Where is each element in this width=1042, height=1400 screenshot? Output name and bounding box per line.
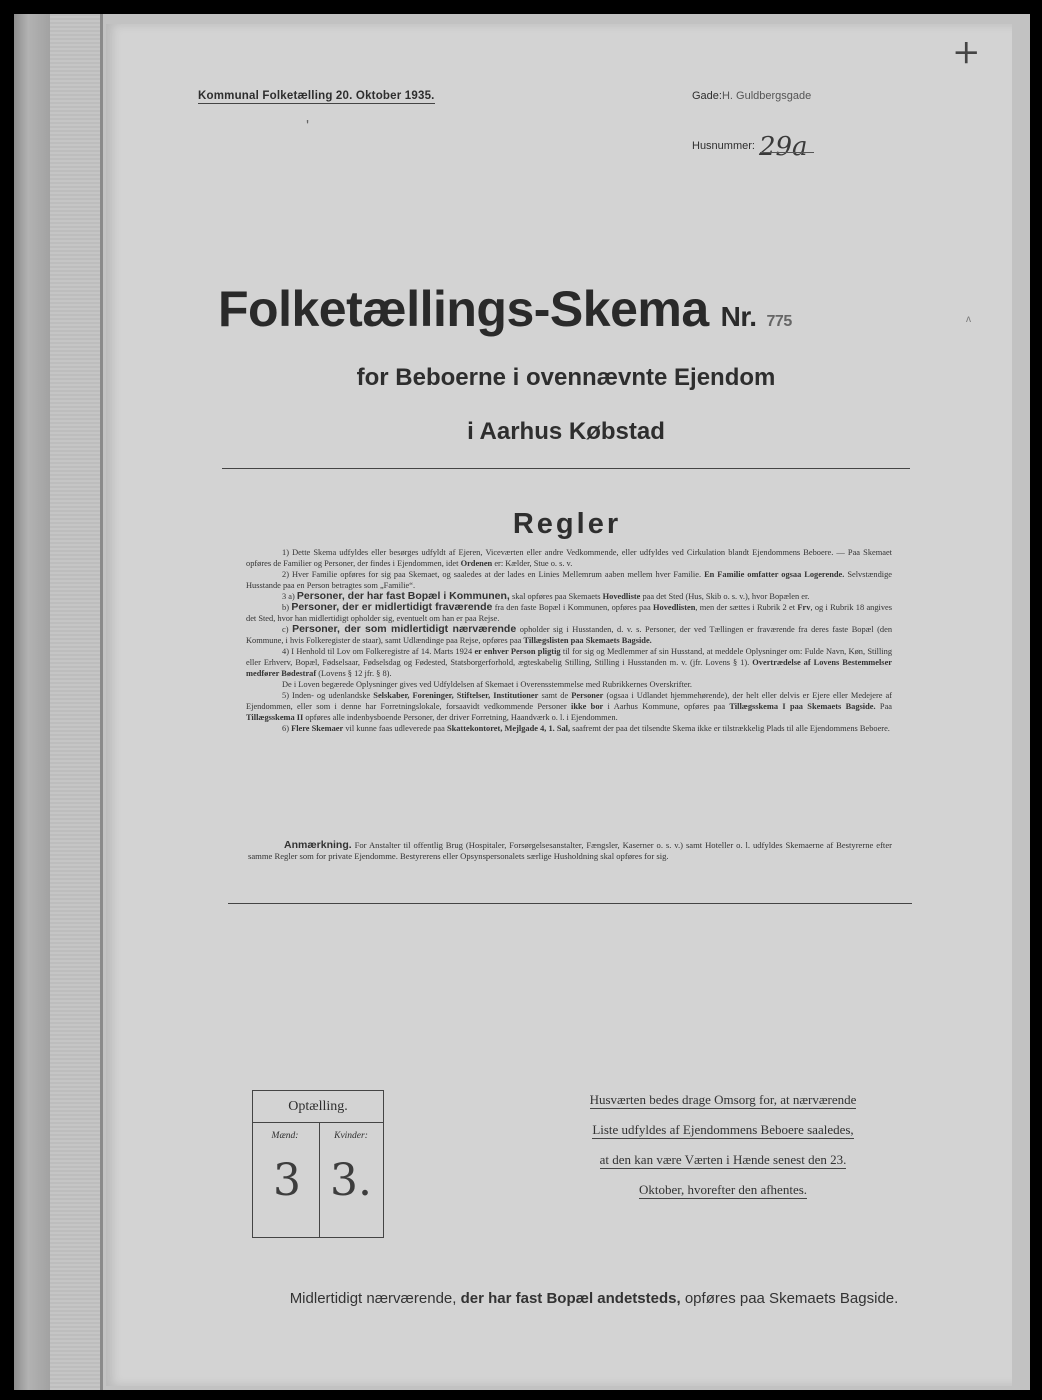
footer-part-3: opføres paa Skemaets Bagside.	[684, 1290, 899, 1307]
notice-line-3: at den kan være Værten i Hænde senest den 23.	[599, 1152, 847, 1167]
landlord-notice	[548, 1092, 898, 1212]
form-subtitle-2: i Aarhus Købstad	[467, 418, 665, 445]
street-field	[692, 90, 811, 102]
women-count: 3.	[330, 1155, 372, 1206]
rule-4: 4) I Henhold til Lov om Folkeregistre af 14. Marts 1924 er enhver Person pligtig til for sig og Medlemmer af sin Husstand, at meddele Oplysninger om: Fulde Navn, Køn, Stilling eller Erhverv, Bopæl, Fødselsaar, Fødselsdag og Fødested, Statsborgerforhold, ægteskabelig Stilling, Stilling i Husstanden m. v. (jfr. Lovens § 1). Overtrædelse af Lovens Bestemmelser medfører Bødestraf (Lovens § 12 jfr. § 8).	[246, 647, 893, 678]
form-subtitle-1: for Beboerne i ovennævnte Ejendom	[356, 364, 776, 391]
rules-heading: Regler	[512, 508, 622, 540]
pen-tick-mark: '	[306, 118, 310, 135]
faint-mark: ʌ	[966, 314, 971, 325]
form-number-label: Nr.	[720, 301, 757, 332]
form-number-value: 775	[766, 313, 792, 330]
house-number-label: Husnummer:	[692, 140, 755, 152]
rule-3b: b) Personer, der er midlertidigt fraværende fra den faste Bopæl i Kommunen, opføres paa Hovedlisten, men der sættes i Rubrik 2 et Frv, og i Rubrik 18 angives det Sted, hvor han midlertidigt opholder sig, eventuelt om han er paa Rejse.	[246, 601, 893, 623]
binding-tape	[50, 14, 103, 1390]
count-box	[252, 1090, 384, 1238]
rule-6: 6) Flere Skemaer vil kunne faas udleverede paa Skattekontoret, Mejlgade 4, 1. Sal, saafremt der paa det tilsendte Skema ikke er tilstrækkelig Plads til alle Ejendommens Beboere.	[282, 724, 890, 733]
page-edge	[1012, 24, 1024, 1386]
notice-line-4: Oktober, hvorefter den afhentes.	[638, 1182, 808, 1197]
count-title: Optælling.	[253, 1091, 383, 1123]
census-header: Kommunal Folketælling 20. Oktober 1935.	[198, 90, 435, 102]
note-text: For Anstalter til offentlig Brug (Hospitaler, Forsørgelsesanstalter, Fængsler, Kaserner o. s. v.) samt Hoteller o. l. udfyldes Skemaerne af Bestyrerne efter samme Regler som for private Ejendomme. Bestyrerens eller Opsynspersonalets særlige Husholdning skal opføres for sig.	[248, 840, 892, 861]
divider-bottom	[228, 903, 912, 904]
rules-body	[246, 547, 892, 734]
form-title	[218, 280, 792, 338]
book-binding	[14, 14, 50, 1390]
rule-1: 1) Dette Skema udfyldes eller besørges udfyldt af Ejeren, Viceværten eller andre Vedkommende, eller udfyldes ved Cirkulation blandt Ejendommens Beboere. — Paa Skemaet opføres de Familier og Personer, der findes i Ejendommen, idet Ordenen er: Kælder, Stue o. s. v.	[246, 548, 892, 568]
house-number-value: 29a	[758, 132, 808, 162]
annotation-note	[248, 840, 892, 862]
corner-pen-mark: +	[952, 32, 981, 72]
divider-top	[222, 468, 910, 469]
note-lead: Anmærkning.	[284, 839, 352, 851]
footer-part-2: der har fast Bopæl andetsteds,	[460, 1290, 681, 1307]
street-value: H. Guldbergsgade	[721, 90, 812, 102]
rule-3a: 3 a) Personer, der har fast Bopæl i Kommunen, skal opføres paa Skemaets Hovedliste paa det Sted (Hus, Skib o. s. v.), hvor Bopælen er.	[282, 590, 810, 602]
notice-line-2: Liste udfyldes af Ejendommens Beboere saaledes,	[592, 1122, 854, 1137]
form-title-main: Folketællings-Skema	[218, 281, 709, 337]
rule-2: 2) Hver Familie opføres for sig paa Skemaet, og saaledes at der lades en Linies Mellemrum aaben mellem hver Familie. En Familie omfatter ogsaa Logerende. Selvstændige Husstande paa en Person betragtes som „Familie“.	[246, 570, 893, 590]
footer-note	[0, 1290, 1042, 1307]
men-count: 3	[273, 1155, 301, 1206]
footer-part-1: Midlertidigt nærværende,	[289, 1290, 457, 1307]
street-label: Gade:	[692, 90, 722, 102]
women-label: Kvinder:	[334, 1131, 368, 1141]
rule-5: 5) Inden- og udenlandske Selskaber, Foreninger, Stiftelser, Institutioner samt de Personer (ogsaa i Udlandet hjemmehørende), der helt eller delvis er Ejere eller Medejere af Ejendommen, eller som i denne har Forretningslokale, forsaavidt vedkommende Personer ikke bor i Aarhus Kommune, opføres paa Tillægsskema I paa Skemaets Bagside. Paa Tillægsskema II opføres alle indenbysboende Personer, der driver Forretning, Haandværk o. l. i Ejendommen.	[246, 691, 893, 722]
rule-3c: c) Personer, der som midlertidigt nærværende opholder sig i Husstanden, d. v. s. Personer, der ved Tællingen er fraværende fra deres faste Bopæl (den Kommune, i hvis Folkeregister de staar), samt Udlændinge paa Rejse, opføres paa Tillægslisten paa Skemaets Bagside.	[246, 623, 893, 645]
rule-4-note: De i Loven begærede Oplysninger gives ved Udfyldelsen af Skemaet i Overensstemmelse med Rubrikkernes Overskrifter.	[282, 680, 693, 689]
men-label: Mænd:	[271, 1131, 299, 1141]
notice-line-1: Husværten bedes drage Omsorg for, at nærværende	[589, 1092, 857, 1107]
house-number-underline	[760, 152, 814, 153]
